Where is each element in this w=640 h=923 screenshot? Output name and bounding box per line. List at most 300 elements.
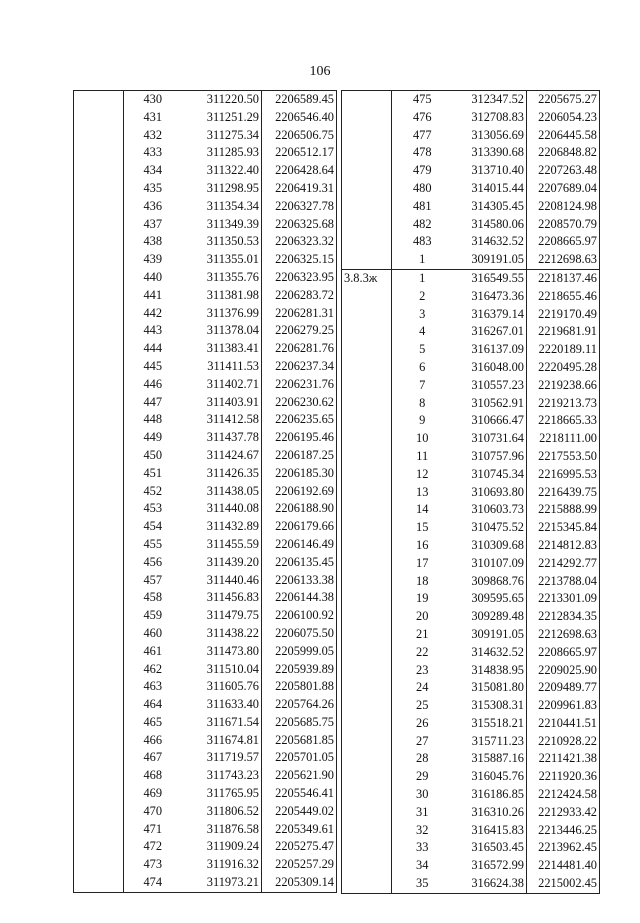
section-cell bbox=[342, 519, 392, 537]
x-coordinate: 314580.06 bbox=[471, 216, 524, 231]
point-number: 452 bbox=[143, 483, 163, 498]
y-coordinate: 2206135.45 bbox=[262, 554, 337, 572]
section-cell bbox=[342, 395, 392, 413]
point-number: 31 bbox=[416, 804, 429, 819]
x-coordinate: 311916.32 bbox=[206, 857, 259, 872]
y-coordinate: 2205681.85 bbox=[262, 732, 337, 750]
table-row bbox=[342, 91, 600, 109]
table-row bbox=[74, 340, 337, 358]
section-cell bbox=[74, 287, 124, 305]
section-cell bbox=[342, 768, 392, 786]
y-coordinate: 2206187.25 bbox=[262, 447, 337, 465]
table-row bbox=[342, 608, 600, 626]
section-cell bbox=[342, 626, 392, 644]
x-coordinate: 316310.26 bbox=[471, 804, 524, 819]
point-number: 446 bbox=[143, 376, 163, 391]
section-cell bbox=[74, 661, 124, 679]
x-coordinate: 310693.80 bbox=[471, 484, 524, 499]
coordinates-table-right bbox=[341, 90, 600, 894]
section-cell bbox=[74, 856, 124, 874]
point-number: 8 bbox=[419, 395, 426, 410]
section-cell bbox=[342, 644, 392, 662]
x-coordinate: 311354.34 bbox=[206, 198, 259, 213]
x-coordinate: 311605.76 bbox=[206, 679, 259, 694]
y-coordinate: 2205701.05 bbox=[262, 749, 337, 767]
point-number: 1 bbox=[419, 252, 426, 267]
x-coordinate: 316045.76 bbox=[471, 769, 524, 784]
y-coordinate: 2215888.99 bbox=[527, 501, 600, 519]
x-coordinate: 311633.40 bbox=[206, 697, 259, 712]
point-number: 459 bbox=[143, 608, 163, 623]
y-coordinate: 2205939.89 bbox=[262, 661, 337, 679]
point-number: 25 bbox=[416, 698, 429, 713]
table-row bbox=[342, 288, 600, 306]
section-cell bbox=[342, 662, 392, 680]
y-coordinate: 2212933.42 bbox=[527, 804, 600, 822]
point-number: 475 bbox=[412, 92, 432, 106]
table-row bbox=[74, 821, 337, 839]
section-cell bbox=[342, 288, 392, 306]
x-coordinate: 316473.36 bbox=[471, 288, 524, 303]
point-number: 432 bbox=[143, 127, 163, 142]
y-coordinate: 2206281.76 bbox=[262, 340, 337, 358]
table-row bbox=[74, 465, 337, 483]
point-number: 19 bbox=[416, 591, 429, 606]
table-row bbox=[74, 429, 337, 447]
x-coordinate: 314015.44 bbox=[471, 180, 524, 195]
section-cell bbox=[342, 555, 392, 573]
section-cell bbox=[342, 715, 392, 733]
table-row bbox=[342, 233, 600, 251]
table-row bbox=[342, 644, 600, 662]
x-coordinate: 311220.50 bbox=[206, 92, 259, 106]
point-number: 480 bbox=[412, 180, 432, 195]
point-number: 479 bbox=[412, 163, 432, 178]
table-row bbox=[342, 555, 600, 573]
section-cell bbox=[74, 305, 124, 323]
y-coordinate: 2206323.95 bbox=[262, 269, 337, 287]
x-coordinate: 310745.34 bbox=[471, 466, 524, 481]
table-row bbox=[74, 287, 337, 305]
x-coordinate: 310603.73 bbox=[471, 502, 524, 517]
section-cell bbox=[74, 518, 124, 536]
x-coordinate: 316379.14 bbox=[471, 306, 524, 321]
y-coordinate: 2206237.34 bbox=[262, 358, 337, 376]
x-coordinate: 311424.67 bbox=[206, 447, 259, 462]
y-coordinate: 2206848.82 bbox=[527, 144, 600, 162]
table-row bbox=[74, 696, 337, 714]
section-cell bbox=[74, 678, 124, 696]
table-row bbox=[342, 519, 600, 537]
x-coordinate: 316267.01 bbox=[471, 324, 524, 339]
point-number: 21 bbox=[416, 626, 429, 641]
point-number: 463 bbox=[143, 679, 163, 694]
table-row bbox=[74, 233, 337, 251]
y-coordinate: 2214812.83 bbox=[527, 537, 600, 555]
point-number: 3 bbox=[419, 306, 426, 321]
section-cell bbox=[74, 109, 124, 127]
y-coordinate: 2220189.11 bbox=[527, 341, 600, 359]
x-coordinate: 309191.05 bbox=[471, 252, 524, 267]
y-coordinate: 2219170.49 bbox=[527, 306, 600, 324]
point-number: 467 bbox=[143, 750, 163, 765]
table-row bbox=[74, 180, 337, 198]
table-row bbox=[342, 377, 600, 395]
point-number: 462 bbox=[143, 661, 163, 676]
y-coordinate: 2206428.64 bbox=[262, 162, 337, 180]
table-row bbox=[74, 767, 337, 785]
point-number: 466 bbox=[143, 732, 163, 747]
y-coordinate: 2206281.31 bbox=[262, 305, 337, 323]
section-cell bbox=[74, 127, 124, 145]
section-cell bbox=[74, 429, 124, 447]
x-coordinate: 311275.34 bbox=[206, 127, 259, 142]
y-coordinate: 2206192.69 bbox=[262, 483, 337, 501]
section-cell bbox=[342, 484, 392, 502]
point-number: 430 bbox=[143, 92, 163, 106]
x-coordinate: 311411.53 bbox=[207, 358, 259, 373]
y-coordinate: 2206235.65 bbox=[262, 411, 337, 429]
table-row bbox=[74, 305, 337, 323]
x-coordinate: 311432.89 bbox=[206, 519, 259, 534]
section-cell bbox=[342, 733, 392, 751]
x-coordinate: 311349.39 bbox=[206, 216, 259, 231]
point-number: 456 bbox=[143, 554, 163, 569]
point-number: 482 bbox=[412, 216, 432, 231]
x-coordinate: 310107.09 bbox=[471, 555, 524, 570]
table-row bbox=[342, 715, 600, 733]
y-coordinate: 2206185.30 bbox=[262, 465, 337, 483]
x-coordinate: 310731.64 bbox=[471, 431, 524, 446]
x-coordinate: 311439.20 bbox=[206, 554, 259, 569]
point-number: 32 bbox=[416, 822, 429, 837]
section-cell bbox=[342, 251, 392, 269]
x-coordinate: 311355.76 bbox=[206, 269, 259, 284]
x-coordinate: 315081.80 bbox=[471, 680, 524, 695]
point-number: 470 bbox=[143, 803, 163, 818]
x-coordinate: 311806.52 bbox=[206, 803, 259, 818]
point-number: 16 bbox=[416, 537, 429, 552]
table-row bbox=[74, 394, 337, 412]
point-number: 431 bbox=[143, 109, 163, 124]
point-number: 455 bbox=[143, 536, 163, 551]
section-cell bbox=[342, 180, 392, 198]
x-coordinate: 311438.05 bbox=[206, 483, 259, 498]
y-coordinate: 2219238.66 bbox=[527, 377, 600, 395]
point-number: 7 bbox=[419, 377, 426, 392]
section-cell bbox=[74, 162, 124, 180]
y-coordinate: 2208665.97 bbox=[527, 644, 600, 662]
y-coordinate: 2206144.38 bbox=[262, 589, 337, 607]
section-cell bbox=[342, 377, 392, 395]
section-cell bbox=[74, 483, 124, 501]
x-coordinate: 311909.24 bbox=[206, 839, 259, 854]
y-coordinate: 2205275.47 bbox=[262, 838, 337, 856]
y-coordinate: 2206133.38 bbox=[262, 572, 337, 590]
x-coordinate: 310562.91 bbox=[471, 395, 524, 410]
x-coordinate: 310666.47 bbox=[471, 413, 524, 428]
section-cell bbox=[74, 198, 124, 216]
y-coordinate: 2206445.58 bbox=[527, 127, 600, 145]
table-row bbox=[74, 749, 337, 767]
section-cell bbox=[342, 608, 392, 626]
table-row bbox=[74, 358, 337, 376]
section-cell bbox=[74, 394, 124, 412]
section-cell bbox=[74, 91, 124, 109]
point-number: 440 bbox=[143, 269, 163, 284]
y-coordinate: 2216995.53 bbox=[527, 466, 600, 484]
point-number: 481 bbox=[412, 198, 432, 213]
table-row bbox=[342, 466, 600, 484]
point-number: 5 bbox=[419, 342, 426, 357]
section-cell bbox=[342, 679, 392, 697]
section-cell bbox=[342, 430, 392, 448]
table-row bbox=[342, 448, 600, 466]
section-cell bbox=[74, 589, 124, 607]
y-coordinate: 2205764.26 bbox=[262, 696, 337, 714]
table-row bbox=[74, 376, 337, 394]
y-coordinate: 2205801.88 bbox=[262, 678, 337, 696]
table-row bbox=[342, 679, 600, 697]
x-coordinate: 311440.08 bbox=[206, 501, 259, 516]
y-coordinate: 2213788.04 bbox=[527, 573, 600, 591]
section-cell bbox=[342, 804, 392, 822]
y-coordinate: 2207263.48 bbox=[527, 162, 600, 180]
table-row bbox=[342, 573, 600, 591]
x-coordinate: 311381.98 bbox=[206, 287, 259, 302]
y-coordinate: 2218655.46 bbox=[527, 288, 600, 306]
table-row bbox=[74, 500, 337, 518]
y-coordinate: 2206325.68 bbox=[262, 216, 337, 234]
y-coordinate: 2206327.78 bbox=[262, 198, 337, 216]
section-cell bbox=[74, 696, 124, 714]
point-number: 437 bbox=[143, 216, 163, 231]
table-row bbox=[342, 323, 600, 341]
point-number: 22 bbox=[416, 644, 429, 659]
point-number: 450 bbox=[143, 447, 163, 462]
y-coordinate: 2210441.51 bbox=[527, 715, 600, 733]
point-number: 464 bbox=[143, 697, 163, 712]
point-number: 18 bbox=[416, 573, 429, 588]
table-row bbox=[74, 874, 337, 892]
section-cell bbox=[342, 341, 392, 359]
x-coordinate: 311383.41 bbox=[206, 341, 259, 356]
y-coordinate: 2205685.75 bbox=[262, 714, 337, 732]
table-row bbox=[74, 714, 337, 732]
section-cell bbox=[74, 322, 124, 340]
point-number: 469 bbox=[143, 786, 163, 801]
y-coordinate: 2218111.00 bbox=[527, 430, 600, 448]
section-label: 3.8.3ж bbox=[342, 269, 392, 287]
y-coordinate: 2212424.58 bbox=[527, 786, 600, 804]
section-cell bbox=[342, 359, 392, 377]
y-coordinate: 2206231.76 bbox=[262, 376, 337, 394]
y-coordinate: 2205257.29 bbox=[262, 856, 337, 874]
x-coordinate: 310757.96 bbox=[471, 448, 524, 463]
table-row bbox=[74, 554, 337, 572]
point-number: 483 bbox=[412, 234, 432, 249]
point-number: 30 bbox=[416, 787, 429, 802]
y-coordinate: 2206054.23 bbox=[527, 109, 600, 127]
y-coordinate: 2206179.66 bbox=[262, 518, 337, 536]
section-cell bbox=[342, 786, 392, 804]
x-coordinate: 311440.46 bbox=[206, 572, 259, 587]
table-row bbox=[342, 484, 600, 502]
section-cell bbox=[74, 340, 124, 358]
table-row bbox=[74, 162, 337, 180]
section-cell bbox=[74, 821, 124, 839]
section-cell bbox=[342, 822, 392, 840]
y-coordinate: 2206512.17 bbox=[262, 144, 337, 162]
point-number: 6 bbox=[419, 359, 426, 374]
section-cell bbox=[342, 91, 392, 109]
table-row bbox=[74, 91, 337, 109]
table-row bbox=[342, 768, 600, 786]
table-row bbox=[342, 733, 600, 751]
point-number: 465 bbox=[143, 714, 163, 729]
y-coordinate: 2205449.02 bbox=[262, 803, 337, 821]
x-coordinate: 311876.58 bbox=[206, 821, 259, 836]
section-cell bbox=[342, 857, 392, 875]
x-coordinate: 311412.58 bbox=[206, 412, 259, 427]
table-row bbox=[74, 572, 337, 590]
section-cell bbox=[342, 144, 392, 162]
y-coordinate: 2211421.38 bbox=[527, 750, 600, 768]
x-coordinate: 313710.40 bbox=[471, 163, 524, 178]
x-coordinate: 311251.29 bbox=[206, 109, 259, 124]
table-row bbox=[342, 359, 600, 377]
table-row bbox=[342, 537, 600, 555]
section-cell bbox=[342, 839, 392, 857]
section-cell bbox=[74, 554, 124, 572]
x-coordinate: 311455.59 bbox=[206, 536, 259, 551]
point-number: 29 bbox=[416, 769, 429, 784]
table-row bbox=[74, 803, 337, 821]
table-row bbox=[74, 661, 337, 679]
point-number: 24 bbox=[416, 680, 429, 695]
y-coordinate: 2214481.40 bbox=[527, 857, 600, 875]
x-coordinate: 313390.68 bbox=[471, 145, 524, 160]
section-cell bbox=[74, 714, 124, 732]
section-cell bbox=[342, 501, 392, 519]
y-coordinate: 2214292.77 bbox=[527, 555, 600, 573]
point-number: 15 bbox=[416, 520, 429, 535]
x-coordinate: 311355.01 bbox=[206, 252, 259, 267]
table-row bbox=[342, 251, 600, 269]
x-coordinate: 311402.71 bbox=[206, 376, 259, 391]
table-row bbox=[342, 306, 600, 324]
table-row bbox=[342, 839, 600, 857]
x-coordinate: 311510.04 bbox=[206, 661, 259, 676]
y-coordinate: 2215002.45 bbox=[527, 875, 600, 893]
table-row bbox=[342, 341, 600, 359]
section-cell bbox=[342, 233, 392, 251]
section-cell bbox=[74, 536, 124, 554]
section-cell bbox=[74, 803, 124, 821]
point-number: 1 bbox=[392, 269, 455, 287]
table-row bbox=[342, 804, 600, 822]
section-cell bbox=[342, 216, 392, 234]
y-coordinate: 2206146.49 bbox=[262, 536, 337, 554]
table-row bbox=[342, 430, 600, 448]
y-coordinate: 2211920.36 bbox=[527, 768, 600, 786]
x-coordinate: 311322.40 bbox=[206, 163, 259, 178]
section-cell bbox=[74, 500, 124, 518]
y-coordinate: 2206589.45 bbox=[262, 91, 337, 109]
y-coordinate: 2206323.32 bbox=[262, 233, 337, 251]
x-coordinate: 311350.53 bbox=[206, 234, 259, 249]
x-coordinate: 311765.95 bbox=[206, 786, 259, 801]
point-number: 33 bbox=[416, 840, 429, 855]
point-number: 444 bbox=[143, 341, 163, 356]
section-cell bbox=[74, 465, 124, 483]
x-coordinate: 310557.23 bbox=[471, 377, 524, 392]
point-number: 439 bbox=[143, 252, 163, 267]
table-row bbox=[74, 322, 337, 340]
section-cell bbox=[74, 180, 124, 198]
x-coordinate: 315518.21 bbox=[471, 715, 524, 730]
point-number: 453 bbox=[143, 501, 163, 516]
point-number: 438 bbox=[143, 234, 163, 249]
y-coordinate: 2209961.83 bbox=[527, 697, 600, 715]
table-row bbox=[342, 180, 600, 198]
table-row bbox=[74, 678, 337, 696]
section-cell bbox=[74, 625, 124, 643]
section-cell bbox=[342, 573, 392, 591]
y-coordinate: 2219681.91 bbox=[527, 323, 600, 341]
x-coordinate: 309868.76 bbox=[471, 573, 524, 588]
y-coordinate: 2209489.77 bbox=[527, 679, 600, 697]
y-coordinate: 2218665.33 bbox=[527, 412, 600, 430]
x-coordinate: 316549.55 bbox=[455, 269, 527, 287]
table-row bbox=[74, 109, 337, 127]
y-coordinate: 2206100.92 bbox=[262, 607, 337, 625]
section-cell bbox=[74, 732, 124, 750]
y-coordinate: 2215345.84 bbox=[527, 519, 600, 537]
y-coordinate: 2212698.63 bbox=[527, 626, 600, 644]
table-row bbox=[342, 395, 600, 413]
table-row bbox=[74, 483, 337, 501]
section-cell bbox=[342, 412, 392, 430]
point-number: 476 bbox=[412, 109, 432, 124]
x-coordinate: 309595.65 bbox=[471, 591, 524, 606]
x-coordinate: 311437.78 bbox=[206, 430, 259, 445]
section-cell bbox=[74, 376, 124, 394]
y-coordinate: 2207689.04 bbox=[527, 180, 600, 198]
y-coordinate: 2213962.45 bbox=[527, 839, 600, 857]
table-row bbox=[74, 269, 337, 287]
y-coordinate: 2217553.50 bbox=[527, 448, 600, 466]
x-coordinate: 316572.99 bbox=[471, 858, 524, 873]
x-coordinate: 316048.00 bbox=[471, 359, 524, 374]
y-coordinate: 2206195.46 bbox=[262, 429, 337, 447]
point-number: 10 bbox=[416, 431, 429, 446]
y-coordinate: 2206546.40 bbox=[262, 109, 337, 127]
x-coordinate: 314632.52 bbox=[471, 644, 524, 659]
section-cell bbox=[342, 127, 392, 145]
table-row bbox=[74, 127, 337, 145]
x-coordinate: 316503.45 bbox=[471, 840, 524, 855]
section-cell bbox=[74, 358, 124, 376]
section-cell bbox=[342, 697, 392, 715]
table-row bbox=[342, 144, 600, 162]
section-cell bbox=[74, 785, 124, 803]
point-number: 457 bbox=[143, 572, 163, 587]
x-coordinate: 311671.54 bbox=[206, 714, 259, 729]
y-coordinate: 2216439.75 bbox=[527, 484, 600, 502]
section-cell bbox=[342, 875, 392, 893]
page-number: 106 bbox=[309, 64, 331, 79]
